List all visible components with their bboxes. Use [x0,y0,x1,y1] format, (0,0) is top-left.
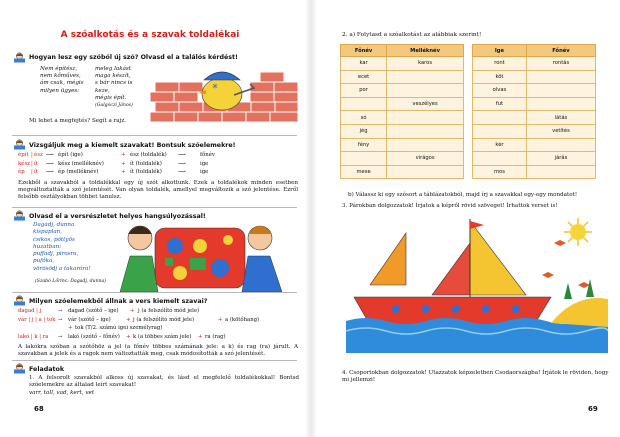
riddle-left-column [40,66,100,95]
morpheme-part: j (a felszólító mód jele) [138,308,200,314]
table-cell: járás [526,152,595,166]
morpheme-part: k (a többes szám jele) [133,333,192,340]
table-cell: jég [341,124,387,138]
table-row [473,84,596,98]
arrow: ⟶ [178,169,186,176]
reading-child-icon [13,52,26,63]
exercise-1: 1. A felsorolt szavakból alkoss új szavakat, és lásd el megfelelő toldalékokkal! Bontsd szóelemekre az általad leírt szavakat! [29,375,299,388]
word-class: főnév [200,152,215,158]
poem-line: puffadj, pirosra, [33,251,79,258]
word-class: ige [200,169,209,176]
word-analysis-table [18,151,298,177]
word-class: ige [200,160,209,167]
exercise-1-words: varr, toll, vad, kert, vet [29,390,95,396]
table-cell [473,152,527,166]
table-cell: kér [473,138,527,152]
table-cell [341,97,387,111]
word-part: ép (melléknév) [58,169,99,176]
table-cell: por [341,84,387,98]
riddle-line: s bár nincs is [95,80,133,87]
right-page [322,0,614,437]
table-cell: karos [387,57,464,71]
morpheme-part: j (a felszólító mód jele) [133,316,195,323]
table-row [473,97,596,111]
morpheme-row: dagad | j → dagad (szótő – ige) + j (a felszólító mód jele) [18,308,200,314]
column-header: Főnév [341,45,387,57]
split-word-stem: kész [18,160,31,167]
table-cell [473,111,527,125]
task2b-instruction: b) Válassz ki egy szósort a táblázatokból, majd írj a szavakkal egy-egy mondatot! [348,192,578,198]
morpheme-analysis [18,307,300,341]
explanation-paragraph: Ezekből a szavakból a toldalékkal egy új szót alkottunk. Ezek a toldalékok minden esetben megváltoztatták a szó jelentését. Van olyan toldalék, amellyel megváltozik a szó jelentése. Ezről felsőbb osztályokban többet tanulsz. [18,180,298,200]
table-cell [387,70,464,84]
reading-child-icon [13,210,26,221]
arrow: ⟶ [178,152,186,158]
riddle-line: maga készít, [95,73,131,80]
column-header: Főnév [526,45,595,57]
poem-line: huzatban: [33,243,62,250]
table-row [473,70,596,84]
table-row [341,97,464,111]
morpheme-row: vár | j | a | tok → vár (szótő – ige) + j (a felszólító mód jele) + a (kötőhang) [18,316,260,323]
task1-question: Mi lehet a megfejtés? Segít a rajz. [29,118,127,124]
arrow: ⟶ [46,169,54,176]
morpheme-part: vár (szótő – ige) [68,316,111,323]
noun-adjective-table [340,44,464,179]
morpheme-row: lakó | k | ra → lakó (szótő – főnév) + k (a többes szám jele) + ra (rag) [18,333,226,340]
table-row [473,111,596,125]
analyzed-word: vár | j | a | tok [18,316,56,323]
section-divider [12,360,297,361]
table-cell: látás [526,111,595,125]
table-row [341,152,464,166]
suffix-part: ész (toldalék) [130,152,167,158]
task2-instruction: 2. a) Folytasd a szóalkotást az alábbiak szerint! [342,32,482,38]
table-cell [341,152,387,166]
split-word-suffix: ít [34,169,38,176]
reading-child-icon [13,295,26,306]
morpheme-row: + tok (T/2. számú igei személyrag) [68,325,163,332]
plus-sign: + [121,152,126,158]
analysis-row: kész | ít ⟶ kész (melléknév) + ít (toldalék) ⟶ ige [18,160,209,167]
table-cell [387,124,464,138]
poem-line: Dagadj, dunna [33,222,75,228]
morpheme-part: tok (T/2. számú igei személyrag) [75,325,163,332]
exercises-heading: Feladatok [29,366,65,373]
table-cell: ecet [341,70,387,84]
split-word-stem: épít [18,152,29,158]
section-divider [12,135,297,136]
table-cell: vetítés [526,124,595,138]
morpheme-part: ra (rag) [205,333,226,340]
task1-heading: Hogyan lesz egy szóból új szó? Olvasd el a találós kérdést! [29,54,238,61]
page-title: A szóalkotás és a szavak toldalékai [60,30,240,40]
analyzed-word: dagad | j [18,308,42,314]
split-word-suffix: ész [34,152,43,158]
arrow: ⟶ [178,160,186,167]
poem-line: pufóka, [33,258,55,265]
table-cell: fény [341,138,387,152]
table-cell [387,165,464,179]
left-page [0,0,300,437]
table-row [341,124,464,138]
table-row [341,70,464,84]
table-row [473,152,596,166]
arrow: ⟶ [46,160,54,167]
table-row [341,138,464,152]
morpheme-part: lakó (szótő – főnév) [68,333,120,340]
bird-builder-illustration [150,62,298,124]
table-cell [387,111,464,125]
page-gutter [305,0,317,437]
riddle-line: mégis épít. [95,94,127,101]
table-cell: kar [341,57,387,71]
table-row [341,57,464,71]
split-word-stem: ép [18,169,25,176]
arrow: → [58,333,63,340]
column-header: Ige [473,45,527,57]
task4-instruction: 4. Csoportokban dolgozzatok! Utazzatok képzeletben Csodaországba! Írjátok le röviden, hogy mi jellemzi! [342,370,609,384]
reading-child-icon [13,139,26,150]
table-cell [387,138,464,152]
verb-noun-table [472,44,596,179]
riddle-line: Nem építész, [40,66,78,72]
table-cell: rontás [526,57,595,71]
sailboat-illustration [346,213,608,353]
analysis-row: épít | ész ⟶ épít (ige) + ész (toldalék) ⟶ főnév [18,152,215,158]
poem-line: csikos, pöttyös [33,236,75,243]
section-divider [12,207,297,208]
riddle-author: (Galgóczi János) [95,103,133,109]
table-cell: mos [473,165,527,179]
task2-heading: Vizsgáljuk meg a kiemelt szavakat! Bontsuk szóelemekre! [29,142,236,149]
morpheme-note: A lakókra szóban a szótőhöz a jel (a főnév többes számának jele: a k) és rag (ra) járult. A szavakban a jelek és a ragok nem változtatták meg, csak módosították a szó jelentését. [18,344,298,357]
arrow: → [58,308,63,314]
children-with-quilt-illustration [110,218,298,292]
table-row [341,165,464,179]
poem-line: kispaplan, [33,229,63,236]
table-cell [526,70,595,84]
table-cell [473,124,527,138]
poem [33,222,113,273]
table-row [473,165,596,179]
poem-line: vörösödj a takaróra! [33,265,91,272]
table-cell: veszélyes [387,97,464,111]
table-row [341,111,464,125]
table-row [473,124,596,138]
table-cell: mese [341,165,387,179]
section-divider [12,292,297,293]
table-row [341,84,464,98]
task4-heading: Milyen szóelemekből állnak a vers kiemelt szavai? [29,298,208,305]
riddle-line: meleg lakást [95,66,132,72]
morpheme-part: a (kötőhang) [225,316,260,323]
table-cell: köt [473,70,527,84]
riddle-right-column [95,66,155,109]
table-cell [526,97,595,111]
morpheme-part: dagad (szótő – ige) [68,308,119,314]
arrow: → [58,316,63,323]
plus-sign: + [121,160,126,167]
suffix-part: ít (toldalék) [130,169,162,176]
analysis-row: ép | ít ⟶ ép (melléknév) + ít (toldalék) ⟶ ige [18,169,209,176]
split-word-suffix: ít [34,160,38,167]
table-cell: fut [473,97,527,111]
plus-sign: + [121,169,126,176]
suffix-part: ít (toldalék) [130,160,162,167]
task3-heading: Olvasd el a versrészletet helyes hangsúlyozással! [29,213,206,220]
reading-child-icon [13,363,26,374]
page-number: 69 [588,405,598,413]
table-row [473,57,596,71]
column-header: Melléknév [387,45,464,57]
table-cell [526,84,595,98]
table-cell [526,165,595,179]
task3-instruction: 3. Párokban dolgozzatok! Írjatok a képről rövid szöveget! Írhattok verset is! [342,203,558,209]
table-cell: só [341,111,387,125]
table-cell: ront [473,57,527,71]
table-cell: olvas [473,84,527,98]
page-number: 68 [34,405,44,413]
riddle-line: nem kőműves, [40,73,81,80]
poem-author: (Szabó Lőrinc: Dagadj, dunna) [35,279,107,284]
table-cell [387,84,464,98]
analyzed-word: lakó | k | ra [18,333,49,340]
table-row [473,138,596,152]
word-part: kész (melléknév) [58,160,104,167]
riddle-line: milyen ügyes: [40,87,80,94]
riddle-line: ám csak, mégis [40,80,84,87]
arrow: ⟶ [46,152,54,158]
word-part: épít (ige) [58,152,83,158]
table-cell [526,138,595,152]
riddle-line: keze, [95,87,110,94]
table-cell: virágos [387,152,464,166]
